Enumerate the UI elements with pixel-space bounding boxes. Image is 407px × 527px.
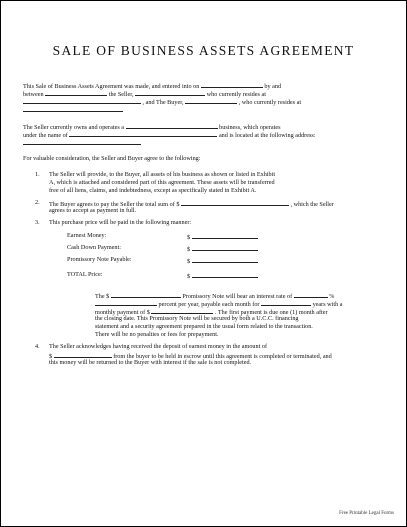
item-1-number: 1. <box>35 171 40 178</box>
item-4-line-1: The Seller acknowledges having received the deposit of earnest money in the amount of <box>49 343 268 350</box>
payment-row-cash-value <box>187 244 258 253</box>
note-line-1-mid: Promissory Note will bear an interest rate of <box>182 293 293 300</box>
business-line-2-text: under the name of <box>23 132 68 139</box>
note-line-6: There will be no penalties or fees for prepayment. <box>95 331 219 338</box>
item-4-line-2-text: from the buyer to be held in escrow until this agreement is completed or terminated, and <box>113 353 332 360</box>
item-3-line-1: This purchase price will be paid in the following manner: <box>49 219 192 226</box>
currency-symbol: $ <box>187 258 191 265</box>
currency-symbol: $ <box>187 234 191 241</box>
note-line-4: the closing date. This Promissory Note will be secured by both a U.C.C. financing <box>95 315 299 322</box>
buyer-name-blank[interactable] <box>185 97 237 104</box>
buyer-address-blank[interactable] <box>23 105 123 112</box>
note-line-2-text: percent per year, payable each month for <box>158 301 260 308</box>
seller-name-blank[interactable] <box>135 89 205 96</box>
payment-row-note-value <box>187 256 258 265</box>
item-2-end: , which the Seller <box>290 201 334 208</box>
business-name-blank[interactable] <box>69 130 217 137</box>
item-2-line-2: agrees to accept as payment in full. <box>49 207 137 214</box>
business-line-1-text: The Seller currently owns and operates a <box>23 124 125 131</box>
total-amount-blank[interactable] <box>192 271 258 278</box>
payment-row-total-value <box>187 271 258 280</box>
item-2-text: The Buyer agrees to pay the Seller the total sum of $ <box>49 201 180 208</box>
item-2-number: 2. <box>35 199 40 206</box>
intro-line-3-buyer: , and The Buyer, <box>142 99 184 106</box>
intro-line-3-end: , who currently resides at <box>238 99 302 106</box>
payment-label-earnest: Earnest Money: <box>67 232 107 239</box>
item-4-number: 4. <box>35 343 40 350</box>
interest-rate-blank[interactable] <box>294 291 328 298</box>
item-4-line-3: this money will be returned to the Buyer with interest if the sale is not completed. <box>49 359 252 366</box>
item-1-line-1: The Seller will provide, to the Buyer, all assets of his business as shown or listed in Exhibit <box>49 171 276 178</box>
seller-entity-blank[interactable] <box>45 89 107 96</box>
term-years-blank[interactable] <box>261 299 311 306</box>
document-title: SALE OF BUSINESS ASSETS AGREEMENT <box>52 43 355 58</box>
monthly-payment-blank[interactable] <box>151 307 213 314</box>
total-price-blank[interactable] <box>181 199 289 206</box>
item-4-currency: $ <box>49 353 53 360</box>
earnest-amount-blank[interactable] <box>192 232 258 239</box>
note-line-1-text: The $ <box>95 293 110 300</box>
item-1-line-3: free of all liens, claims, and indebtedness, except as specifically stated in Exhibit A. <box>49 187 257 194</box>
payment-label-note: Promissory Note Payable: <box>67 256 132 263</box>
payment-row-earnest-value <box>187 232 258 241</box>
intro-line-2-end: who currently resides at <box>206 91 266 98</box>
payment-label-cash: Cash Down Payment: <box>67 244 121 251</box>
payment-label-total: TOTAL Price: <box>67 271 103 278</box>
date-blank[interactable] <box>201 81 263 88</box>
business-line-3 <box>23 138 141 147</box>
note-line-2-end: years with a <box>312 301 343 308</box>
currency-symbol: $ <box>187 273 191 280</box>
intro-line-1-end: by and <box>264 83 282 90</box>
interest-rate-words-blank[interactable] <box>95 299 157 306</box>
intro-line-2-seller: the Seller, <box>108 91 134 98</box>
cash-amount-blank[interactable] <box>192 244 258 251</box>
item-3-number: 3. <box>35 219 40 226</box>
intro-line-2-text: between <box>23 91 44 98</box>
intro-line-4 <box>23 105 123 114</box>
business-type-blank[interactable] <box>126 122 218 129</box>
business-line-2-end: and is located at the following address: <box>218 132 316 139</box>
seller-address-blank[interactable] <box>23 97 141 104</box>
note-line-3-end: . The first payment is due one (1) month after <box>214 309 328 316</box>
item-1-line-2: A, which is attached and considered part of this agreement. These assets will be transferred <box>49 179 275 186</box>
business-line-1-end: business, which operates <box>219 124 281 131</box>
intro-line-1-text: This Sale of Business Assets Agreement was made, and entered into on <box>23 83 200 90</box>
consideration-line: For valuable consideration, the Seller and Buyer agree to the following: <box>23 155 201 162</box>
footer-credit: Free Printable Legal Forms <box>339 511 394 516</box>
business-address-blank[interactable] <box>23 138 141 145</box>
deposit-amount-blank[interactable] <box>54 351 112 358</box>
note-line-1-end: % <box>329 293 335 300</box>
currency-symbol: $ <box>187 246 191 253</box>
note-line-3-text: monthly payment of $ <box>95 309 150 316</box>
note-amount-blank[interactable] <box>192 256 258 263</box>
note-amount-2-blank[interactable] <box>111 291 181 298</box>
note-line-5: statement and a security agreement prepared in the usual form related to the transaction. <box>95 323 313 330</box>
